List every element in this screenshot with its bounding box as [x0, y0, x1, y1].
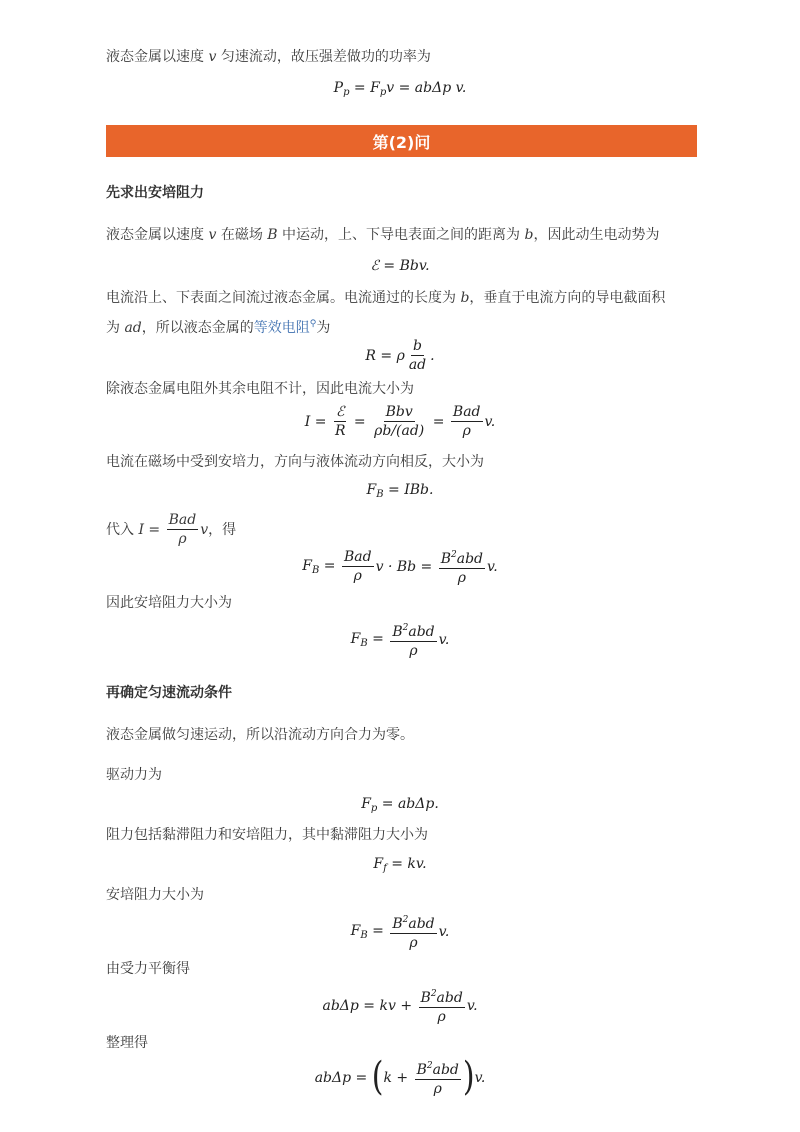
intro-paragraph — [106, 44, 700, 70]
equation-resistance: R = ρ $\frac{b}{ad}$ . — [365, 338, 435, 373]
equation-emf: ℰ = Bbv. — [370, 258, 430, 274]
section1-paragraph-emf — [106, 222, 700, 248]
var-b: b — [524, 227, 534, 243]
equation-ampere-force: $F_B$ = $\frac{B^2abd}{\rho}$ v. — [0, 912, 800, 952]
intro-text-b: 匀速流动，故压强差做功的功率为 — [216, 49, 431, 65]
var-B: B — [267, 227, 278, 243]
text: ，垂直于电流方向的导电截面积 — [469, 290, 666, 306]
text: 为 — [316, 320, 331, 336]
equation-current: I = $\frac{\text{ℰ}}{R}$ = $\frac{\text{Bbv}}{\rho b/(ad)}$ = $\frac{\text{Bad}}{\rho}$ v. — [304, 404, 496, 439]
section1-paragraph-substitute: 代入 I = $\frac{\text{Bad}}{\rho}$ v，得 — [106, 512, 237, 547]
section2-paragraph-balance: 由受力平衡得 — [106, 961, 190, 977]
magnifier-icon: ⚲ — [309, 319, 317, 329]
equation-viscous-force: $F_f$ = kv. — [373, 856, 427, 874]
link-label: 等效电阻 — [253, 320, 310, 336]
equation-driving-force: $F_p = ab\Delta p$. — [361, 796, 439, 814]
equation-final: abΔp = ( k + $\frac{B^2abd}{\rho}$ ) v. — [314, 1054, 486, 1101]
section1-heading: 先求出安培阻力 — [106, 185, 204, 201]
text: 电流沿上、下表面之间流过液态金属。电流通过的长度为 — [106, 290, 461, 306]
text: ，得 — [208, 522, 237, 538]
var-b: b — [460, 290, 470, 306]
equation-power: $P_p = F_pv = ab\Delta p$ v. — [333, 80, 467, 98]
section2-paragraph-rearrange: 整理得 — [106, 1035, 148, 1051]
text: 在磁场 — [216, 227, 268, 243]
equation-force-1: $F_B$ = IBb. — [366, 482, 434, 500]
var-ad: ad — [124, 320, 142, 336]
intro-text-a: 液态金属以速度 — [106, 49, 209, 65]
intro-var-v: v — [208, 49, 217, 65]
section2-heading: 再确定匀速流动条件 — [106, 685, 232, 701]
text: ，因此动生电动势为 — [533, 227, 660, 243]
section-banner: 第(2)问 — [106, 125, 697, 157]
text: 液态金属以速度 — [106, 227, 209, 243]
text: 代入 — [106, 522, 139, 538]
equation-force-3: $F_B$ = $\frac{B^2abd}{\rho}$ v. — [0, 620, 800, 660]
equation-balance: abΔp = kv + $\frac{B^2abd}{\rho}$ v. — [0, 986, 800, 1026]
section1-paragraph-result: 因此安培阻力大小为 — [106, 595, 232, 611]
section2-paragraph-ampere: 安培阻力大小为 — [106, 887, 204, 903]
section2-paragraph-driving: 驱动力为 — [106, 767, 162, 783]
text: 中运动，上、下导电表面之间的距离为 — [277, 227, 525, 243]
section1-paragraph-force: 电流在磁场中受到安培力，方向与液体流动方向相反，大小为 — [106, 454, 484, 470]
text: ，所以液态金属的 — [141, 320, 254, 336]
section2-paragraph-uniform: 液态金属做匀速运动，所以沿流动方向合力为零。 — [106, 727, 414, 743]
equation-force-2: $F_B$ = $\frac{\text{Bad}}{\rho}$ v · Bb = $\frac{B^2abd}{\rho}$ v. — [302, 549, 498, 586]
section1-paragraph-resistance — [106, 285, 700, 341]
equivalent-resistance-link[interactable] — [254, 320, 317, 336]
var-v: v — [208, 227, 217, 243]
section1-paragraph-current: 除液态金属电阻外其余电阻不计，因此电流大小为 — [106, 381, 414, 397]
section2-paragraph-resistance: 阻力包括黏滞阻力和安培阻力，其中黏滞阻力大小为 — [106, 827, 428, 843]
text: 为 — [106, 320, 125, 336]
